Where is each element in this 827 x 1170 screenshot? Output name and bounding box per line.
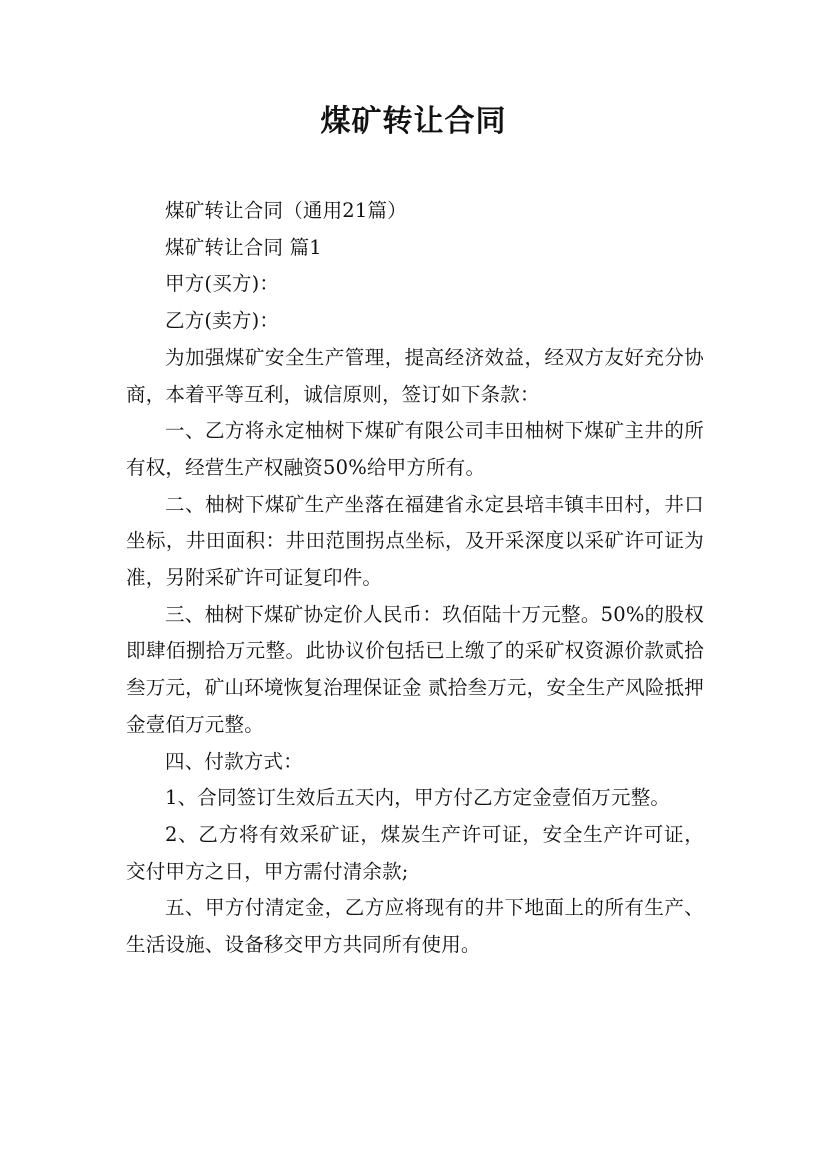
subtitle-paragraph: 煤矿转让合同（通用21篇） [165,199,407,222]
clause-4-heading: 四、付款方式： [165,749,303,773]
document-title: 煤矿转让合同 [320,104,507,139]
payment-item-1: 1、合同签订生效后五天内，甲方付乙方定金壹佰万元整。 [165,786,671,810]
clause-5-paragraph: 五、甲方付清定金，乙方应将现有的井下地面上的所有生产、生活设施、设备移交甲方共同所有使用。 [126,896,704,957]
clause-3-paragraph: 三、柚树下煤矿协定价人民币：玖佰陆十万元整。50%的股权即肆佰捌拾万元整。此协议价包括已上缴了的采矿权资源价款贰拾叁万元，矿山环境恢复治理保证金 贰拾叁万元，安全生产风险抵押金壹佰万元整。 [126,602,704,736]
party-a-line: 甲方(买方)： [165,272,280,296]
clause-2-paragraph: 二、柚树下煤矿生产坐落在福建省永定县培丰镇丰田村，井口坐标，井田面积：井田范围拐点坐标，及开采深度以采矿许可证为准，另附采矿许可证复印件。 [126,492,704,590]
section-heading: 煤矿转让合同 篇1 [165,235,322,259]
intro-paragraph: 为加强煤矿安全生产管理，提高经济效益，经双方友好充分协商，本着平等互利，诚信原则，签订如下条款： [126,345,704,406]
document-body [126,193,704,964]
clause-1-paragraph: 一、乙方将永定柚树下煤矿有限公司丰田柚树下煤矿主井的所有权，经营生产权融资50%给甲方所有。 [126,419,704,479]
payment-item-2: 2、乙方将有效采矿证，煤炭生产许可证，安全生产许可证，交付甲方之日，甲方需付清余款; [126,822,704,883]
party-b-line: 乙方(卖方)： [165,309,280,333]
